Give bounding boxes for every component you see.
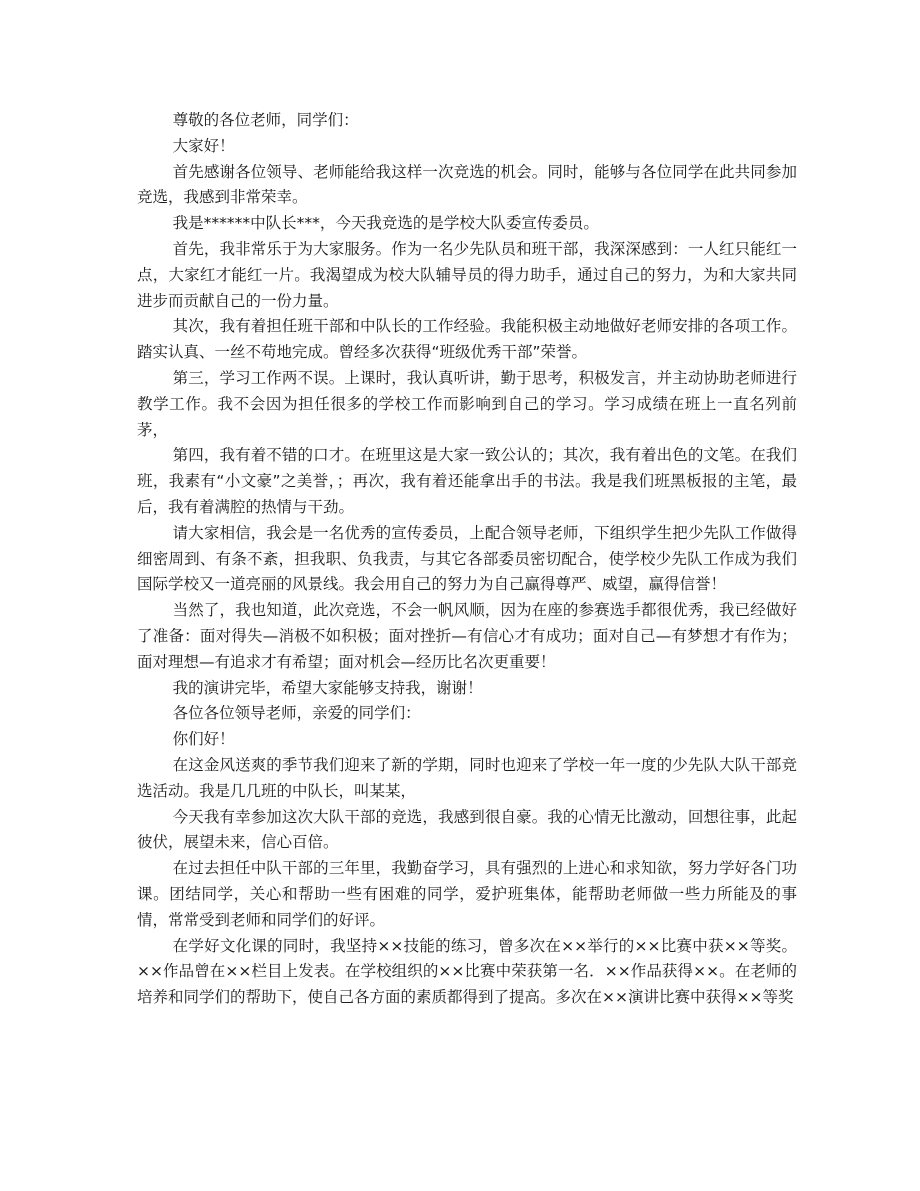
paragraph: 我是******中队长***，今天我竞选的是学校大队委宣传委员。 bbox=[172, 214, 599, 233]
paragraph: 第三，学习工作两不误。上课时，我认真听讲，勤于思考，积极发言，并主动协助老师进行教学工作。我不会因为担任很多的学校工作而影响到自己的学习。学习成绩在班上一直名列前茅， bbox=[137, 368, 797, 439]
paragraph: 第四，我有着不错的口才。在班里这是大家一致公认的；其次，我有着出色的文笔。在我们班，我素有“小文豪”之美誉，；再次，我有着还能拿出手的书法。我是我们班黑板报的主笔，最后，我有着满腔的热情与干劲。 bbox=[137, 446, 797, 516]
paragraph: 在过去担任中队干部的三年里，我勤奋学习，具有强烈的上进心和求知欲，努力学好各门功课。团结同学，关心和帮助一些有困难的同学，爱护班集体，能帮助老师做一些力所能及的事情，常常受到老师和同学们的好评。 bbox=[137, 859, 797, 929]
paragraph: 首先，我非常乐于为大家服务。作为一名少先队员和班干部，我深深感到：一人红只能红一点，大家红才能红一片。我渴望成为校大队辅导员的得力助手，通过自己的努力，为和大家共同进步而贡献自己的一份力量。 bbox=[137, 239, 797, 310]
salutation: 各位各位领导老师，亲爱的同学们： bbox=[172, 704, 421, 723]
paragraph: 在学好文化课的同时，我坚持××技能的练习，曾多次在××举行的××比赛中获××等奖。××作品曾在××栏目上发表。在学校组织的××比赛中荣获第一名．××作品获得××。在老师的培养和同学们的帮助下，使自己各方面的素质都得到了提高。多次在××演讲比赛中获得××等奖 bbox=[137, 936, 797, 1007]
document-body bbox=[137, 108, 797, 1011]
greeting: 你们好！ bbox=[172, 730, 235, 749]
closing-line: 我的演讲完毕，希望大家能够支持我，谢谢！ bbox=[172, 678, 483, 697]
paragraph: 请大家相信，我会是一名优秀的宣传委员，上配合领导老师，下组织学生把少先队工作做得细密周到、有条不紊，担我职、负我责，与其它各部委员密切配合，使学校少先队工作成为我们国际学校又一道亮丽的风景线。我会用自己的努力为自己赢得尊严、威望，赢得信誉！ bbox=[137, 523, 797, 594]
paragraph: 在这金风送爽的季节我们迎来了新的学期，同时也迎来了学校一年一度的少先队大队干部竞选活动。我是几几班的中队长，叫某某， bbox=[137, 755, 797, 800]
paragraph: 当然了，我也知道，此次竞选，不会一帆风顺，因为在座的参赛选手都很优秀，我已经做好了准备：面对得失—消极不如积极；面对挫折—有信心才有成功；面对自己—有梦想才有作为；面对理想—有追求才有希望；面对机会—经历比名次更重要！ bbox=[137, 601, 797, 671]
paragraph: 今天我有幸参加这次大队干部的竞选，我感到很自豪。我的心情无比激动，回想往事，此起彼伏，展望未来，信心百倍。 bbox=[137, 807, 797, 852]
paragraph: 首先感谢各位领导、老师能给我这样一次竞选的机会。同时，能够与各位同学在此共同参加竞选，我感到非常荣幸。 bbox=[137, 162, 797, 207]
paragraph: 其次，我有着担任班干部和中队长的工作经验。我能积极主动地做好老师安排的各项工作。踏实认真、一丝不苟地完成。曾经多次获得“班级优秀干部”荣誉。 bbox=[137, 317, 797, 362]
greeting: 大家好！ bbox=[172, 136, 235, 155]
salutation: 尊敬的各位老师，同学们： bbox=[172, 111, 359, 129]
